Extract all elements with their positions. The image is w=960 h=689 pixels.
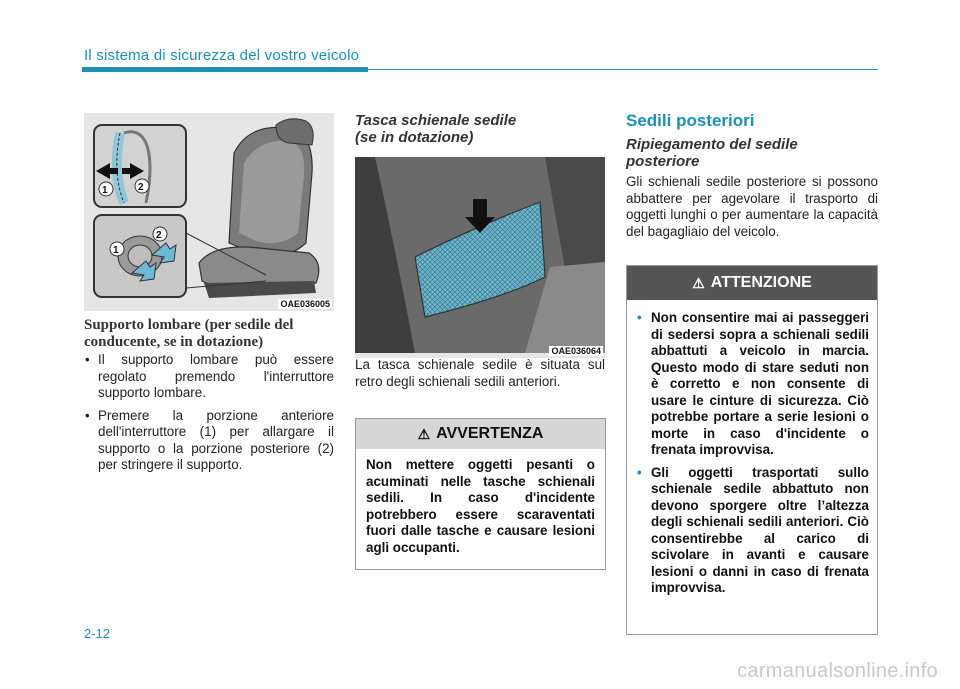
lumbar-caption <box>84 317 334 351</box>
header-rule-thin <box>368 69 878 70</box>
list-item: • Gli oggetti trasportati sullo schienale sedile abbattuto non devono sporgere oltre l’altezza degli schienali sedili anteriori. Ciò consentirebbe al carico di scivolare in avanti e causare lesioni o danni in caso di frenata improvvisa. <box>637 465 869 597</box>
warning-triangle-icon: ⚠ <box>417 425 431 442</box>
list-item: • Il supporto lombare può essere regolato premendo l'interruttore supporto lombare. <box>84 352 334 402</box>
lumbar-caption-line2: conducente, se in dotazione) <box>84 334 264 350</box>
lumbar-caption-line1: Supporto lombare (per sedile del <box>84 317 294 333</box>
warning-header <box>356 419 605 449</box>
figure-code: OAE036005 <box>280 299 330 309</box>
warning-text: Non mettere oggetti pesanti o acuminati nelle tasche schienali sedili. In caso d'incidente potrebbero essere scaraventati fuori dalle tasche e causare lesioni agli occupanti. <box>366 457 595 555</box>
inset-marker-2-lower: 2 <box>156 230 162 241</box>
lumbar-bullets <box>84 352 334 480</box>
list-item: • Non consentire mai ai passeggeri di sedersi sopra a schienali sedili abbattuti a veicolo in marcia. Questo modo di stare seduti non è corretto e non consente di usare le cinture di sicurezza. Ciò potrebbe portare a serie lesioni o morte in caso d'incidente o frenata improvvisa. <box>637 310 869 459</box>
list-item: • Premere la porzione anteriore dell'interruttore (1) per allargare il supporto o la porzione posteriore (2) per stringere il supporto. <box>84 408 334 474</box>
fold-rear-seat-subhead-line2: posteriore <box>626 153 700 170</box>
seatback-pocket-title <box>355 112 605 146</box>
inset-marker-1-lower: 1 <box>113 245 119 256</box>
warning-triangle-icon: ⚠ <box>692 274 705 291</box>
header-rule-thick <box>82 67 368 72</box>
caution-bullets <box>627 300 877 611</box>
caution-header <box>627 266 877 300</box>
fold-rear-seat-subhead <box>626 136 878 170</box>
warning-title: AVVERTENZA <box>436 425 544 442</box>
caution-box <box>626 265 878 635</box>
fold-rear-seat-subhead-line1: Ripiegamento del sedile <box>626 136 798 153</box>
caution-title: ATTENZIONE <box>710 274 812 291</box>
seatback-pocket-figure <box>355 157 605 358</box>
rear-seat-paragraph: Gli schienali sedile posteriore si possono abbattere per agevolare il trasporto di oggetti lunghi o per aumentare la capacità del bagagliaio del veicolo. <box>626 174 878 239</box>
seatback-pocket-title-line2: (se in dotazione) <box>355 129 474 146</box>
page-number: 2-12 <box>84 626 111 641</box>
pocket-illustration <box>355 157 605 353</box>
watermark: carmanualsonline.info <box>737 660 938 682</box>
chapter-title: Il sistema di sicurezza del vostro veicolo <box>84 47 360 64</box>
lumbar-support-figure <box>84 113 334 311</box>
seatback-pocket-paragraph: La tasca schienale sedile è situata sul retro degli schienali sedili anteriori. <box>355 357 605 389</box>
section-title: Sedili posteriori <box>626 111 755 130</box>
inset-marker-1: 1 <box>102 185 108 196</box>
figure-code: OAE036064 <box>551 346 601 356</box>
warning-box <box>355 418 606 570</box>
seat-illustration <box>84 113 334 311</box>
seatback-pocket-title-line1: Tasca schienale sedile <box>355 112 517 129</box>
inset-marker-2: 2 <box>138 182 144 193</box>
